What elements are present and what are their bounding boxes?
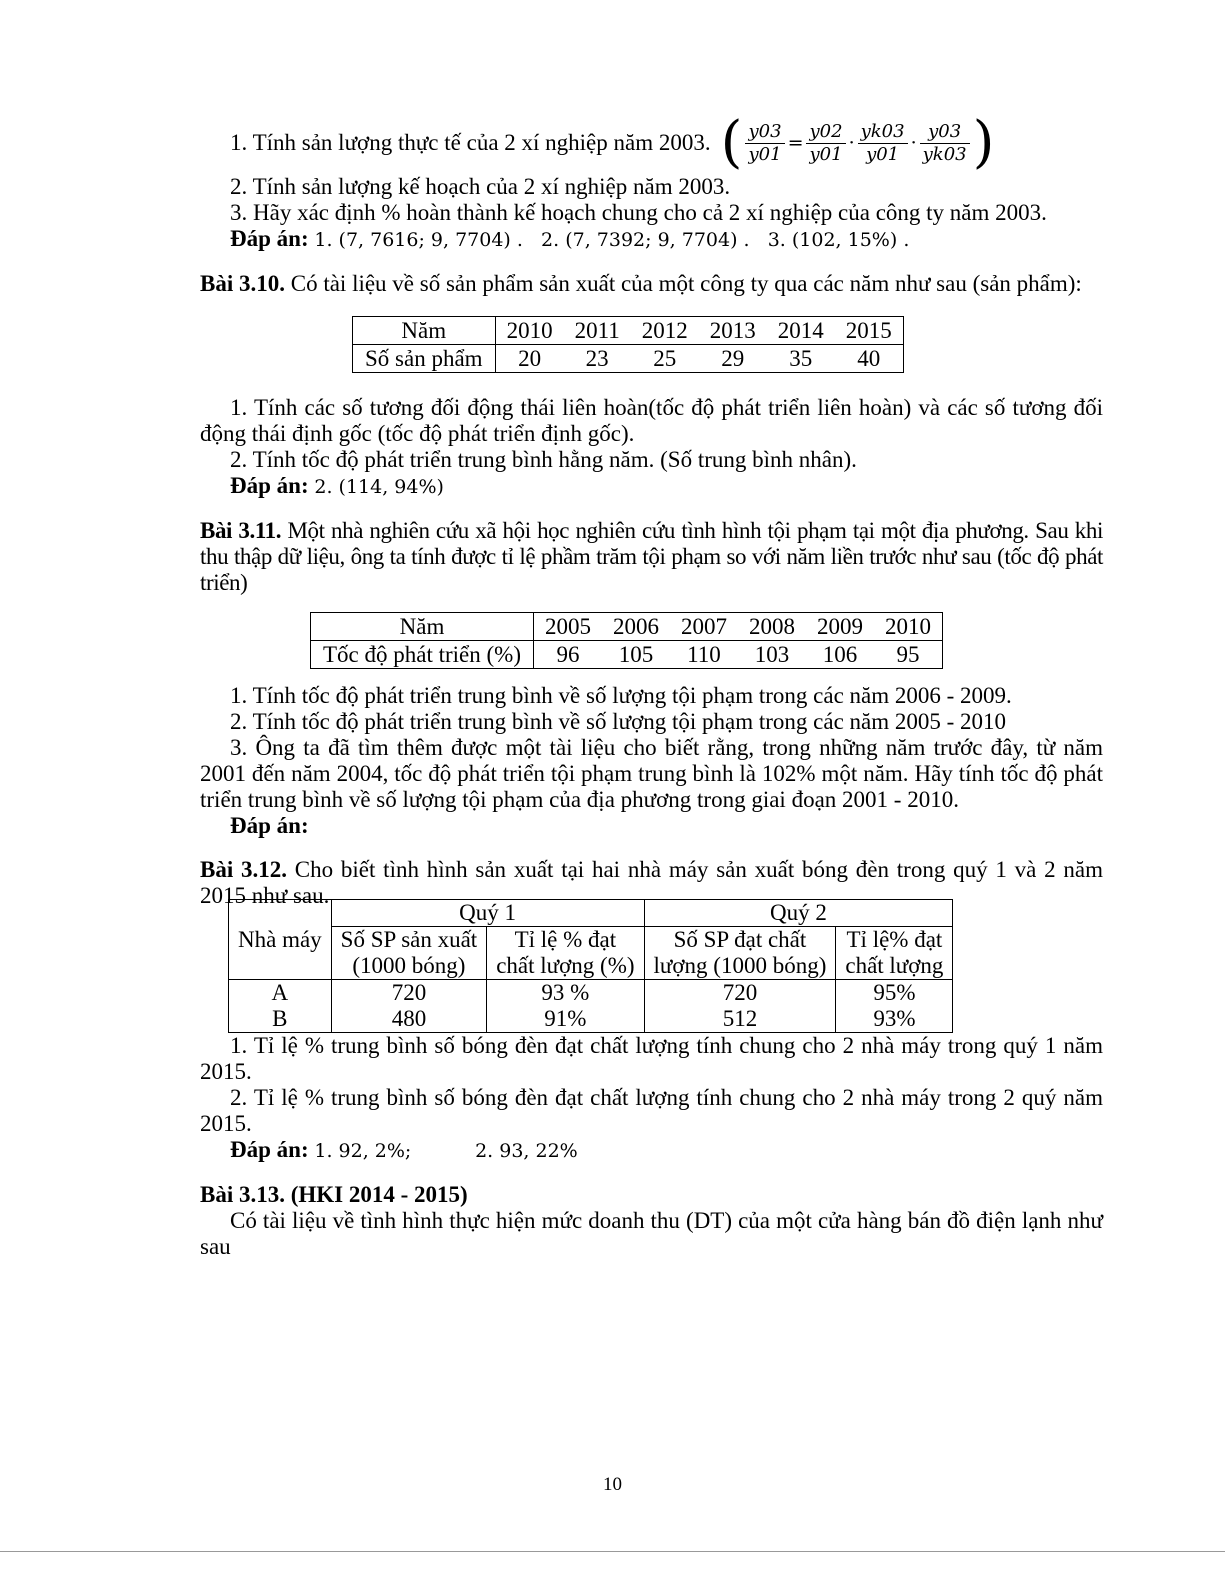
table-header-cell: Số SP sản xuất (1000 bóng) [331,927,487,980]
question-1-line [200,112,1103,174]
table-row: Tốc độ phát triển (%) 96 105 110 103 106 95 [311,641,943,669]
table-row: A 720 93 % 720 95% [229,980,953,1007]
answer-1: 1. 92, 2%; [314,1140,412,1162]
table-header-cell: Số SP đạt chất lượng (1000 bóng) [644,927,836,980]
exercise-subtitle: (HKI 2014 - 2015) [290,1182,468,1207]
question-2: 2. Tính tốc độ phát triển trung bình hằng năm. (Số trung bình nhân). [230,447,857,472]
question-3: 3. Ông ta đã tìm thêm được một tài liệu cho biết rằng, trong những năm trước đây, từ năm 2001 đến năm 2004, tốc độ phát triển tội phạm trung bình là 102% một năm. Hãy tính tốc độ phát triển trung bình về số lượng tội phạm của địa phương trong giai đoạn 2001 - 2010. [200,735,1103,812]
equals-sign: = [787,132,804,154]
bottom-divider [0,1551,1225,1552]
ratio-formula [720,110,995,175]
fraction-2: $\frac{yk03}{y01}$ [858,121,908,166]
exercise-title: Bài 3.10. [200,271,285,296]
fraction-3: $\frac{y03}{yk03}$ [920,121,970,166]
table-3-10-wrap [200,316,1103,373]
answer-line [200,226,1103,253]
answer-line [200,1137,1103,1164]
question-1: 1. Tính tốc độ phát triển trung bình về số lượng tội phạm trong các năm 2006 - 2009. [230,683,1012,708]
question-1: 1. Tính các số tương đối động thái liên hoàn(tốc độ phát triển liên hoàn) và các số tương đối động thái định gốc (tốc độ phát triển định gốc). [200,395,1103,446]
table-3-11-wrap [200,612,1103,669]
question-1: 1. Tỉ lệ % trung bình số bóng đèn đạt chất lượng tính chung cho 2 nhà máy trong quý 1 năm 2015. [200,1033,1103,1084]
answer-label: Đáp án: [230,473,309,498]
table-row: Quý 1 Quý 2 [229,900,953,927]
answer-text: 1. (7, 7616; 9, 7704) . 2. (7, 7392; 9, 7704) . 3. (102, 15%) . [314,229,910,251]
table-3-10 [352,316,904,373]
answer-line [200,813,1103,839]
table-3-12 [228,899,953,1033]
answer-label: Đáp án: [230,813,309,838]
page-number: 10 [603,1474,622,1495]
close-paren: ) [972,110,995,175]
multiply-dot: · [848,132,855,154]
exercise-3-12-intro: Bài 3.12. Cho biết tình hình sản xuất tại hai nhà máy sản xuất bóng đèn trong quý 1 và 2 năm 2015 như sau. [200,857,1104,908]
table-header-cell: Tỉ lệ % đạt chất lượng (%) [487,927,644,980]
question-2: 2. Tính tốc độ phát triển trung bình về số lượng tội phạm trong các năm 2005 - 2010 [230,709,1007,734]
table-header-cell: Tỉ lệ% đạt chất lượng [836,927,953,980]
multiply-dot: · [910,132,917,154]
table-row: Năm 2005 2006 2007 2008 2009 2010 [311,613,943,641]
question-2: 2. Tính sản lượng kế hoạch của 2 xí nghiệp năm 2003. [230,174,731,199]
exercise-3-13-intro: Có tài liệu về tình hình thực hiện mức doanh thu (DT) của một cửa hàng bán đồ điện lạnh như sau [200,1208,1103,1259]
table-row: Số sản phẩm 20 23 25 29 35 40 [353,345,904,373]
fraction-1: $\frac{y02}{y01}$ [806,121,845,166]
fraction-lhs: $\frac{y03}{y01}$ [745,121,784,166]
open-paren: ( [720,110,743,175]
answer-label: Đáp án: [230,1137,309,1162]
answer-label: Đáp án: [230,226,309,251]
page-content [200,112,1103,1260]
exercise-title: Bài 3.12. [200,857,288,882]
table-row: B 480 91% 512 93% [229,1006,953,1033]
table-row: Nhà máy Số SP sản xuất (1000 bóng) Tỉ lệ % đạt chất lượng (%) Số SP đạt chất lượng (1000 bóng) Tỉ lệ% đạt chất lượng [229,927,953,980]
exercise-3-13-title [200,1182,1103,1208]
answer-line [200,473,1103,500]
exercise-title: Bài 3.13. [200,1182,285,1207]
exercise-3-11-intro: Bài 3.11. Một nhà nghiên cứu xã hội học nghiên cứu tình hình tội phạm tại một địa phương. Sau khi thu thập dữ liệu, ông ta tính được tỉ lệ phầm trăm tội phạm so với năm liền trước như sau (tốc độ phát triển) [200,518,1103,595]
exercise-title: Bài 3.11. [200,518,282,543]
answer-text: 2. (114, 94%) [314,476,444,498]
question-3: 3. Hãy xác định % hoàn thành kế hoạch chung cho cả 2 xí nghiệp của công ty năm 2003. [230,200,1047,225]
answer-2: 2. 93, 22% [475,1140,578,1162]
exercise-3-10-intro: Bài 3.10. Có tài liệu về số sản phẩm sản xuất của một công ty qua các năm như sau (sản phẩm): [200,271,1082,296]
question-2: 2. Tỉ lệ % trung bình số bóng đèn đạt chất lượng tính chung cho 2 nhà máy trong 2 quý năm 2015. [200,1085,1103,1136]
table-3-11 [310,612,943,669]
question-1: 1. Tính sản lượng thực tế của 2 xí nghiệp năm 2003. [230,130,711,155]
table-row: Năm 2010 2011 2012 2013 2014 2015 [353,317,904,345]
